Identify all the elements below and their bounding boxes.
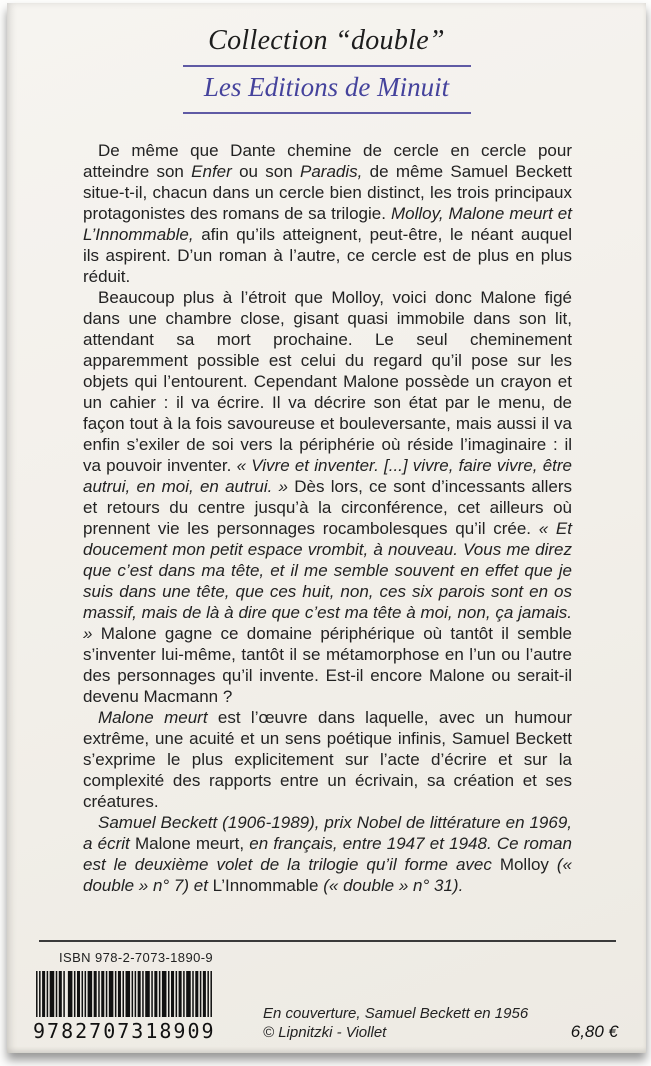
barcode-number: 9782707318909 — [33, 1019, 216, 1043]
text-run: Malone meurt, — [134, 834, 245, 853]
text-run: afin qu’ils atteignent, peut-être, le néant auquel ils aspirent. D’un roman à l’autre, ce cercle est de plus en plus réduit. — [83, 225, 572, 286]
credit-line: © Lipnitzki - Viollet — [263, 1024, 387, 1041]
text-run: « Et doucement mon petit espace vrombit, à nouveau. Vous me direz que c’est dans ma tête, et il me semble souvent en effet que je suis dans une tête, que ces huit, non, ces six parois sont en os massif, mais de là à dire que c’est ma tête à moi, non, ça jamais. » — [83, 519, 572, 643]
text-run: Enfer — [191, 162, 232, 181]
book-back-cover — [7, 3, 646, 1053]
isbn-number: ISBN 978-2-7073-1890-9 — [59, 950, 214, 965]
paragraph-oeuvre — [83, 707, 572, 812]
text-run: Dès lors, ce sont d’incessants allers et retours du centre jusqu’à la circonférence, cet ailleurs où prennent vie les personnages rocambolesques qu’il crée. — [83, 477, 572, 538]
text-run: est l’œuvre dans laquelle, avec un humour extrême, une acuité et un sens poétique infinis, Samuel Beckett s’exprime le plus explicitement sur l’acte d’écrire et sur la complexité des rapports entre un écrivain, sa création et ses créatures. — [83, 708, 572, 811]
back-cover-blurb — [83, 140, 572, 896]
text-run: de même Samuel Beckett situe-t-il, chacun dans un cercle bien distinct, les trois principaux protagonistes des romans de sa trilogie. — [83, 162, 572, 223]
divider — [183, 112, 471, 114]
paragraph-malone — [83, 287, 572, 707]
divider — [183, 65, 471, 67]
paragraph-author-bio — [83, 812, 572, 896]
text-run: Molloy, Malone meurt et L’Innommable, — [83, 204, 572, 244]
text-run: Molloy — [499, 855, 549, 874]
cover-footer — [7, 940, 646, 1053]
barcode-block — [33, 971, 229, 1043]
text-run: L’Innommable — [212, 876, 319, 895]
credit-line: En couverture, Samuel Beckett en 1956 — [263, 1005, 529, 1022]
footer-row — [7, 965, 646, 1053]
price: 6,80 € — [570, 1022, 618, 1041]
text-run: Beaucoup plus à l’étroit que Molloy, voici donc Malone figé dans une chambre close, gisant quasi immobile dans son lit, attendant sa mort prochaine. Le seul cheminement apparemment possible est celui du regard qu’il pose sur les objets qui l’entourent. Cependant Malone possède un crayon et un cahier : il va écrire. Il va décrire son état par le menu, de façon tout à la fois savoureuse et bouleversante, mais aussi il va enfin s’exiler de soi vers la périphérie où réside l’imaginaire : il va pouvoir inventer. — [83, 288, 572, 475]
text-run: Malone gagne ce domaine périphérique où tantôt il semble s’inventer lui-même, tantôt il se métamorphose en l’un ou l’autre des personnages qu’il invente. Est-il encore Malone ou serait-il devenu Macmann ? — [83, 624, 572, 706]
divider — [39, 940, 616, 942]
text-run: Samuel Beckett (1906-1989), prix Nobel de littérature en 1969, a écrit — [83, 813, 572, 853]
cover-header — [7, 3, 646, 114]
collection-title: Collection “double” — [208, 25, 445, 56]
cover-photo-credit — [229, 1004, 563, 1043]
publisher-name: Les Editions de Minuit — [203, 72, 450, 102]
text-run: De même que Dante chemine de cercle en cercle pour atteindre son — [83, 141, 572, 181]
text-run: Malone meurt — [98, 708, 208, 727]
text-run: (« double » n° 7) et — [83, 855, 572, 895]
paragraph-intro — [83, 140, 572, 287]
text-run: (« double » n° 31). — [318, 876, 464, 895]
barcode — [33, 971, 215, 1017]
text-run: « Vivre et inventer. [...] vivre, faire vivre, être autrui, en moi, en autrui. » — [83, 456, 572, 496]
text-run: Paradis, — [299, 162, 363, 181]
text-run: en français, entre 1947 et 1948. Ce roman est le deuxième volet de la trilogie qu’il forme avec — [83, 834, 572, 874]
text-run: ou son — [231, 162, 300, 181]
